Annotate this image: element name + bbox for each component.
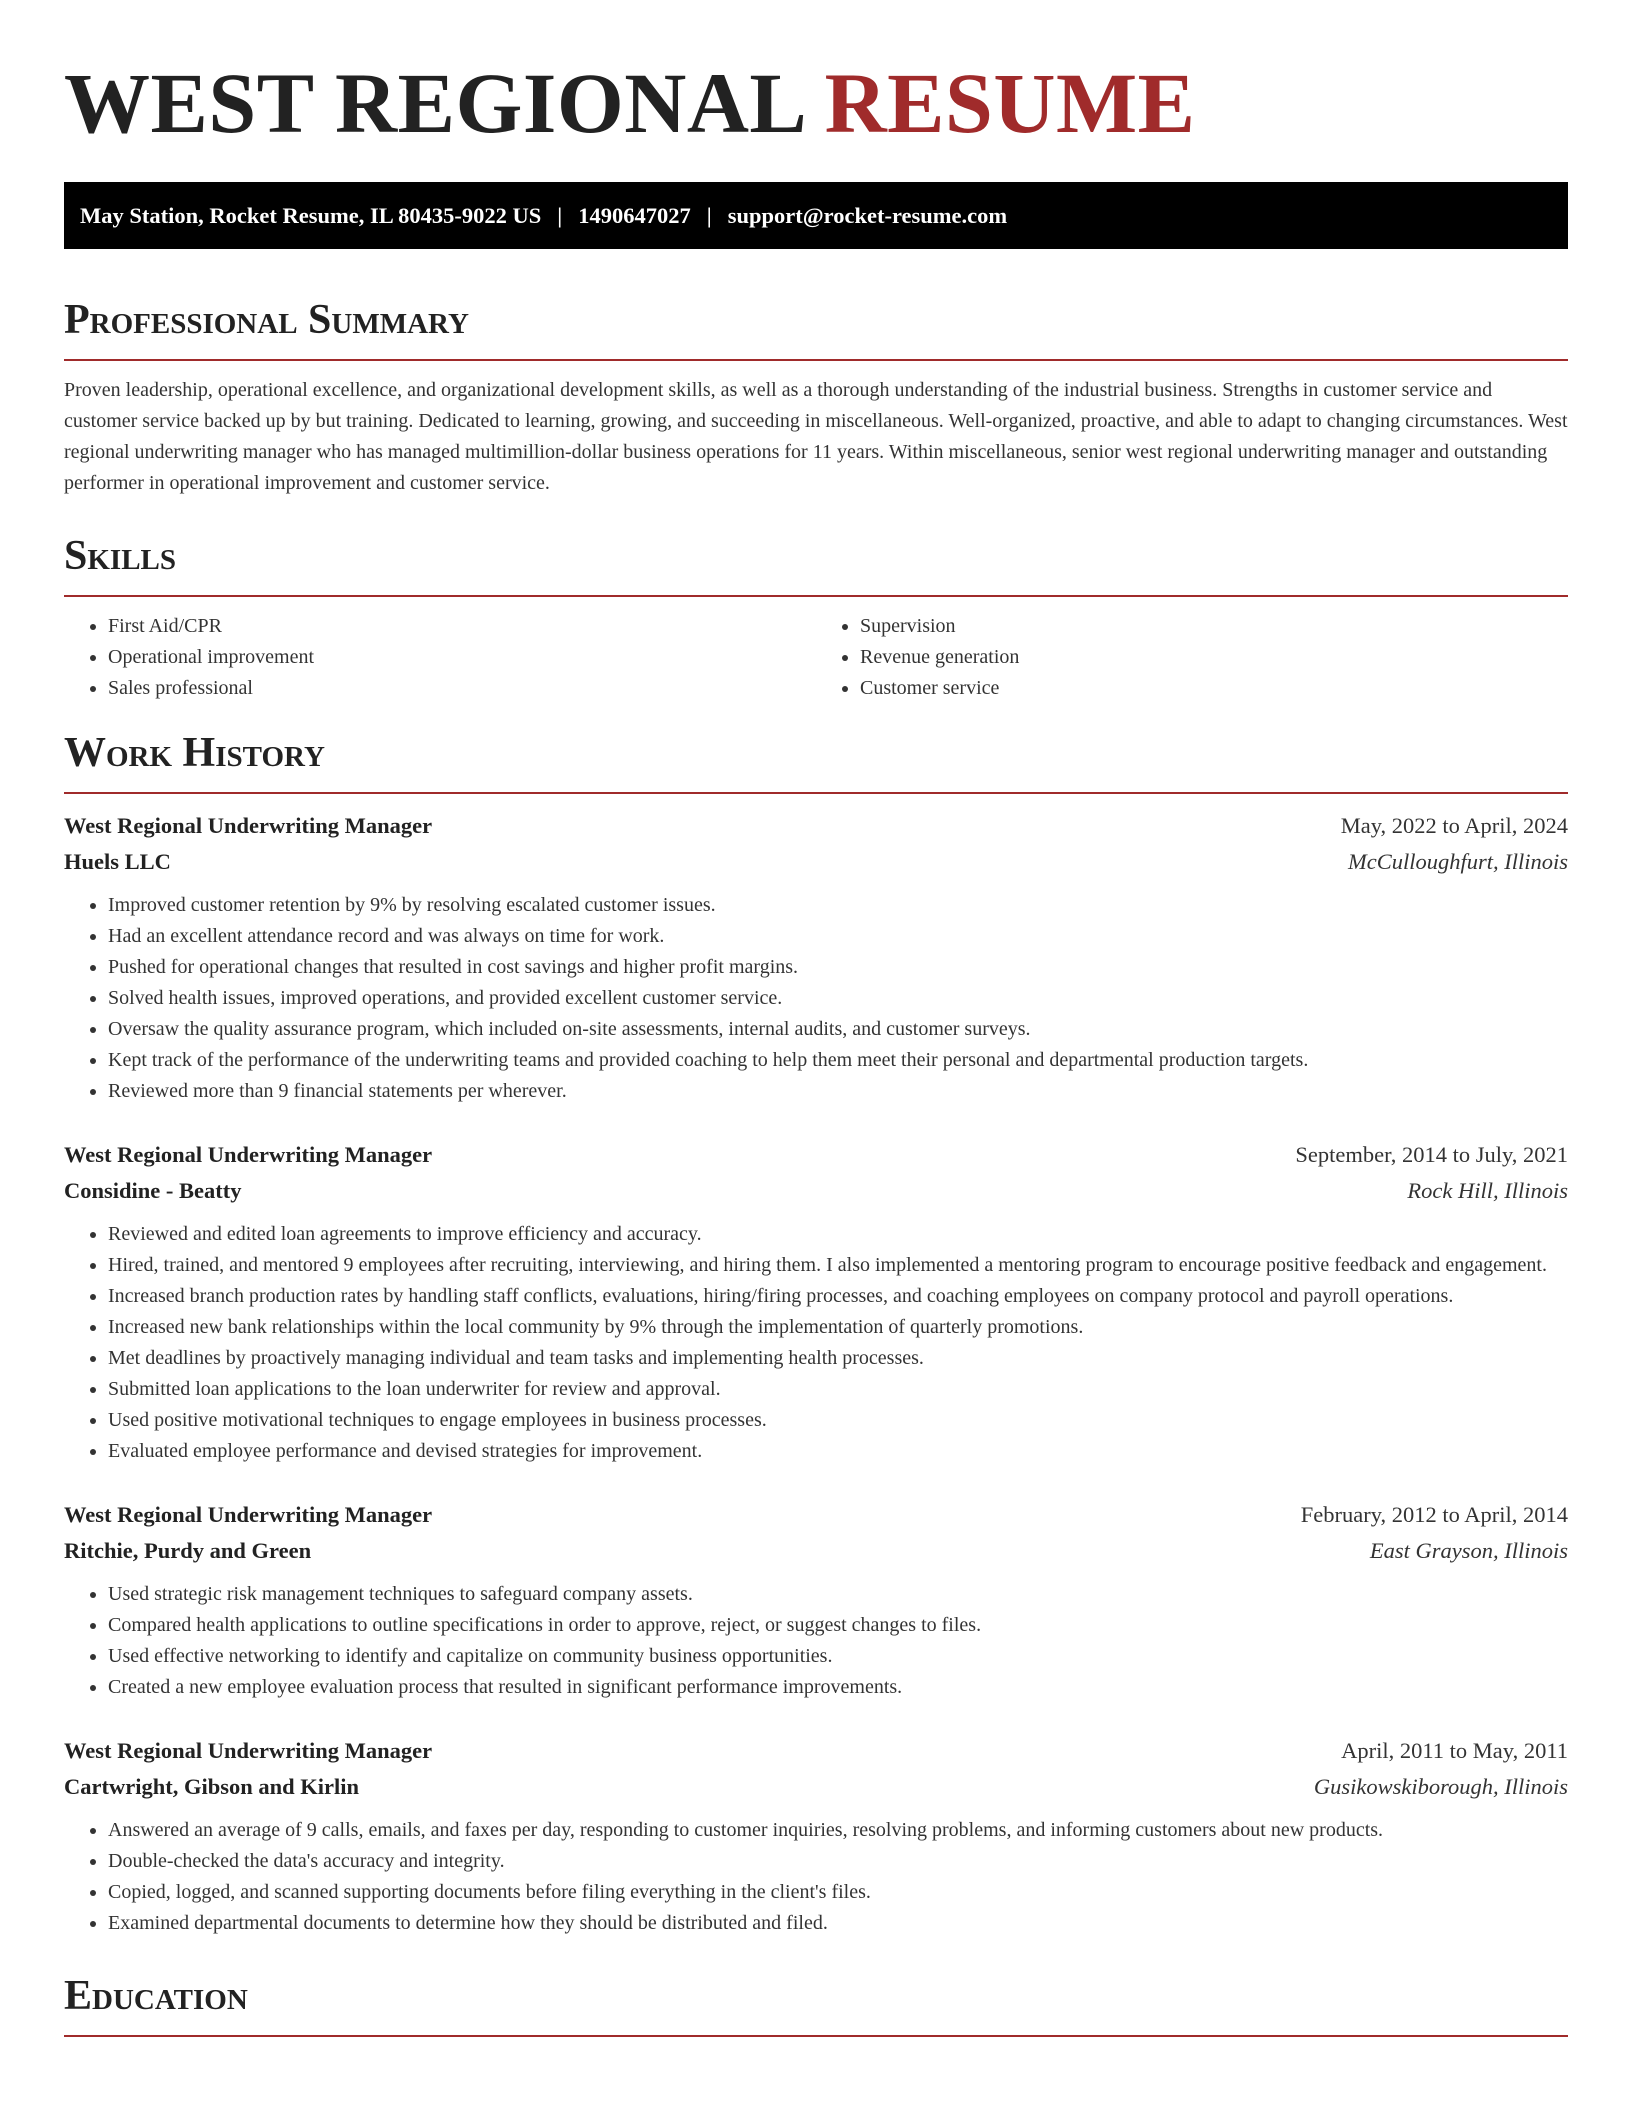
- job-bullet: • Hired, trained, and mentored 9 employees after recruiting, interviewing, and hiring them. I also implemented a mentoring program to encourage positive feedback and engagement.: [108, 1250, 1568, 1281]
- contact-separator: |: [706, 202, 712, 228]
- job-bullet: • Reviewed and edited loan agreements to improve efficiency and accuracy.: [108, 1219, 1568, 1250]
- job-dates: May, 2022 to April, 2024: [1340, 813, 1568, 838]
- contact-bar: [64, 182, 1568, 249]
- section-divider: [64, 792, 1568, 794]
- job-location: Rock Hill, Illinois: [1407, 1178, 1568, 1203]
- contact-address: May Station, Rocket Resume, IL 80435-9022 US: [80, 202, 542, 228]
- job-bullet: • Reviewed more than 9 financial statements per wherever.: [108, 1076, 1568, 1107]
- job-bullet: • Increased branch production rates by handling staff conflicts, evaluations, hiring/firing processes, and coaching employees on company protocol and payroll operations.: [108, 1281, 1568, 1312]
- contact-separator: |: [557, 202, 563, 228]
- skills-column-right: [816, 611, 1568, 704]
- job-bullet: • Evaluated employee performance and devised strategies for improvement.: [108, 1436, 1568, 1467]
- job-entry: [64, 1137, 1568, 1467]
- section-divider: [64, 359, 1568, 361]
- job-company: Cartwright, Gibson and Kirlin: [64, 1774, 360, 1799]
- job-title: West Regional Underwriting Manager: [64, 1142, 433, 1167]
- job-location: East Grayson, Illinois: [1369, 1538, 1568, 1563]
- job-company: Huels LLC: [64, 849, 171, 874]
- skill-item: • Supervision: [860, 611, 1568, 642]
- job-bullet: • Had an excellent attendance record and was always on time for work.: [108, 921, 1568, 952]
- job-title: West Regional Underwriting Manager: [64, 813, 433, 838]
- job-bullet: • Oversaw the quality assurance program, which included on-site assessments, internal audits, and customer surveys.: [108, 1014, 1568, 1045]
- job-bullet: • Used strategic risk management techniques to safeguard company assets.: [108, 1579, 1568, 1610]
- job-company: Ritchie, Purdy and Green: [64, 1538, 312, 1563]
- job-entry: [64, 1497, 1568, 1703]
- job-title: West Regional Underwriting Manager: [64, 1738, 433, 1763]
- job-dates: February, 2012 to April, 2014: [1300, 1502, 1568, 1527]
- job-company: Considine - Beatty: [64, 1178, 242, 1203]
- skill-item: • Revenue generation: [860, 642, 1568, 673]
- job-bullet: • Solved health issues, improved operations, and provided excellent customer service.: [108, 983, 1568, 1014]
- job-bullet: • Double-checked the data's accuracy and integrity.: [108, 1846, 1568, 1877]
- job-bullet: • Met deadlines by proactively managing individual and team tasks and implementing health processes.: [108, 1343, 1568, 1374]
- job-bullet: • Copied, logged, and scanned supporting documents before filing everything in the client's files.: [108, 1877, 1568, 1908]
- education-section: [64, 1969, 1568, 2037]
- job-bullet: • Examined departmental documents to determine how they should be distributed and filed.: [108, 1908, 1568, 1939]
- section-title: Professional Summary: [64, 297, 469, 343]
- skill-item: • Operational improvement: [108, 642, 816, 673]
- job-title: West Regional Underwriting Manager: [64, 1502, 433, 1527]
- job-bullet: • Kept track of the performance of the underwriting teams and provided coaching to help them meet their personal and departmental production targets.: [108, 1045, 1568, 1076]
- section-title: Education: [64, 1973, 248, 2019]
- skill-item: • First Aid/CPR: [108, 611, 816, 642]
- job-bullet: • Improved customer retention by 9% by resolving escalated customer issues.: [108, 890, 1568, 921]
- job-dates: September, 2014 to July, 2021: [1295, 1142, 1568, 1167]
- job-bullet: • Submitted loan applications to the loan underwriter for review and approval.: [108, 1374, 1568, 1405]
- skills-column-left: [64, 611, 816, 704]
- job-bullets: [64, 1815, 1568, 1939]
- contact-phone: 1490647027: [578, 202, 691, 228]
- job-location: McCulloughfurt, Illinois: [1347, 849, 1568, 874]
- section-title: Work History: [64, 730, 325, 776]
- job-bullet: • Answered an average of 9 calls, emails, and faxes per day, responding to customer inquiries, resolving problems, and informing customers about new products.: [108, 1815, 1568, 1846]
- summary-section: [64, 293, 1568, 499]
- contact-email[interactable]: support@rocket-resume.com: [727, 202, 1008, 228]
- job-bullets: [64, 890, 1568, 1107]
- job-bullets: [64, 1219, 1568, 1467]
- section-divider: [64, 2035, 1568, 2037]
- skills-list: [64, 611, 1568, 704]
- job-bullet: • Used effective networking to identify and capitalize on community business opportunities.: [108, 1641, 1568, 1672]
- job-dates: April, 2011 to May, 2011: [1341, 1738, 1568, 1763]
- job-bullet: • Created a new employee evaluation process that resulted in significant performance improvements.: [108, 1672, 1568, 1703]
- work-history-section: [64, 726, 1568, 1939]
- resume-title-accent: RESUME: [824, 55, 1196, 151]
- skill-item: • Customer service: [860, 673, 1568, 704]
- skills-section: [64, 529, 1568, 704]
- resume-title-main: WEST REGIONAL: [64, 55, 803, 151]
- skill-item: • Sales professional: [108, 673, 816, 704]
- job-bullet: • Pushed for operational changes that resulted in cost savings and higher profit margins.: [108, 952, 1568, 983]
- section-title: Skills: [64, 533, 177, 579]
- resume-title: [64, 48, 1568, 158]
- job-bullet: • Used positive motivational techniques to engage employees in business processes.: [108, 1405, 1568, 1436]
- section-divider: [64, 595, 1568, 597]
- job-bullet: • Increased new bank relationships within the local community by 9% through the implementation of quarterly promotions.: [108, 1312, 1568, 1343]
- summary-text: Proven leadership, operational excellence, and organizational development skills, as well as a thorough understanding of the industrial business. Strengths in customer service and customer service backed up by but training. Dedicated to learning, growing, and succeeding in miscellaneous. Well-organized, proactive, and able to adapt to changing circumstances. West regional underwriting manager who has managed multimillion-dollar business operations for 11 years. Within miscellaneous, senior west regional underwriting manager and outstanding performer in operational improvement and customer service.: [64, 379, 1568, 494]
- job-location: Gusikowskiborough, Illinois: [1313, 1774, 1568, 1799]
- job-entry: [64, 808, 1568, 1107]
- job-entry: [64, 1733, 1568, 1939]
- job-bullets: [64, 1579, 1568, 1703]
- job-bullet: • Compared health applications to outline specifications in order to approve, reject, or suggest changes to files.: [108, 1610, 1568, 1641]
